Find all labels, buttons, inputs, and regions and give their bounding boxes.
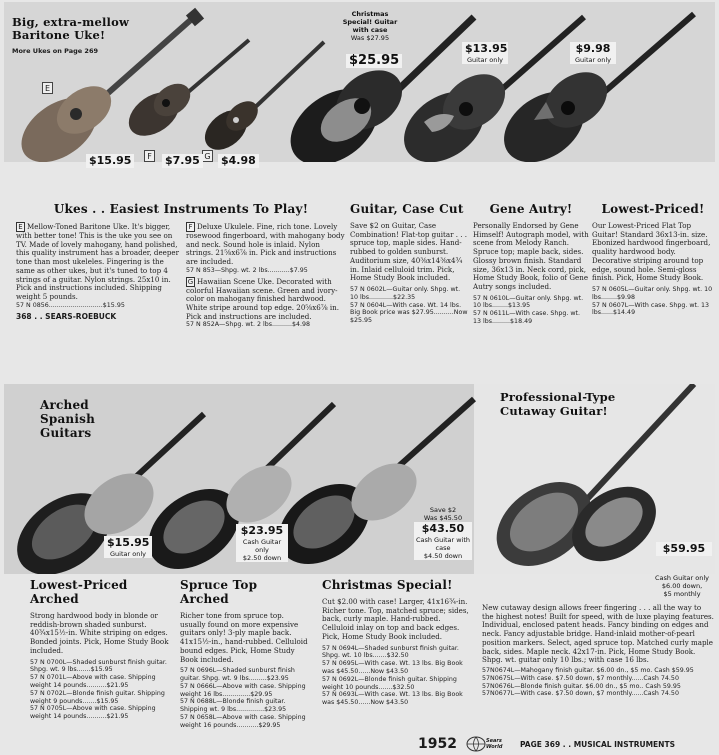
lpa-order-2: 57 N 0701L—Above with case. Shipping weight 14 pounds..........$21.95 (30, 674, 156, 689)
gene-autry-order-1: 57 N 0610L—Guitar only. Shpg. wt. 10 lbs........$13.95 (473, 294, 584, 310)
baritone-headline: Big, extra-mellow Baritone Uke! (12, 15, 130, 42)
ukes-section (16, 202, 346, 329)
autry-price-badge (462, 42, 508, 64)
sears-world-logo (464, 734, 508, 752)
arched-spanish-headline: Arched Spanish Guitars (40, 398, 95, 440)
save-2: Save $2 (429, 506, 457, 514)
cutaway-price-details (654, 574, 710, 598)
lpa-order-1: 57 N 0700L—Shaded sunburst finish guitar. Shpg. wt. 9 lbs.......$15.95 (30, 658, 167, 674)
gene-autry-section (473, 202, 589, 326)
down-450: $4.50 down (414, 552, 472, 560)
christmas-special-badge (340, 10, 400, 42)
guitar-only-a: Guitar only (104, 550, 152, 558)
was-price: Was $27.95 (350, 34, 390, 42)
christmas-special-title: Christmas Special! (322, 578, 453, 592)
footer-page-label: PAGE 369 . . MUSICAL INSTRUMENTS (520, 740, 675, 749)
more-ukes-subhead: More Ukes on Page 269 (12, 47, 99, 55)
photo-letter-e: E (42, 82, 53, 94)
guitar-only-label-1: Guitar only (462, 56, 508, 64)
case-cut-text: Save $2 on Guitar, Case Combination! Flat-top guitar . . . spruce top, maple sides. Hand-rubbed to golden sunburst. Auditorium size, 40⅜x14⅜x4¾ in. Inlaid celluloid trim. Pick, Home Study Book included. (350, 221, 468, 283)
christmas-order-2: 57 N 0695L—With case. Wt. 13 lbs. Big Book was $45.50......Now $43.50 (322, 660, 463, 675)
price-1595-badge (104, 536, 152, 558)
monthly-5: $5 monthly (663, 590, 701, 598)
ukes-title: Ukes . . Easiest Instruments To Play! (53, 202, 309, 216)
christmas-order-1: 57 N 0694L—Shaded sunburst finish guitar. Shpg. wt. 10 lbs.......$32.50 (322, 644, 459, 660)
spruce-top-text: Richer tone from spruce top. usually found on more expensive guitars only! 3-ply maple back. 41x15½-in., hand-rubbed. Celluloid bound edges. Pick, Home Study Book included. (180, 611, 308, 664)
lowest-priced-order-2: 57 N 0607L—With case. Shpg. wt. 13 lbs......$14.49 (592, 301, 709, 317)
gene-autry-text: Personally Endorsed by Gene Himself! Autograph model, with scene from Melody Ranch. Spruce top; maple back, sides. Glossy brown finish. Standard size, 36x13 in. Neck cord, pick, Home Study Book, folio of Gene Autry songs included. (473, 221, 589, 291)
cutaway-order-3: 57N0676L—Blonde finish guitar. $6.00 dn., $5 mo.. Cash 59.95 (482, 682, 681, 690)
ukes-col-left (16, 222, 180, 321)
price-hawaiian-uke: $4.98 (218, 154, 259, 168)
christmas-order-4: 57 N 0693L—With case. Wt. 13 lbs. Big Book was $45.50......Now $43.50 (322, 691, 463, 707)
letter-e: E (16, 222, 25, 232)
price-2395: $23.95 (236, 524, 288, 538)
hawaiian-order: 57 N 852A—Shpg. wt. 2 lbs..........$4.98 (186, 321, 311, 329)
was-4550: Was $45.50 (423, 514, 463, 522)
hawaiian-description (186, 277, 346, 322)
case-cut-title: Guitar, Case Cut (350, 202, 464, 216)
case-cut-order-1: 57 N 0602L—Guitar only. Shpg. wt. 10 lbs............$22.35 (350, 285, 461, 301)
hawaiian-text: Hawaiian Scene Uke. Decorated with colorful Hawaiian scene. Green and ivory-color on mahogany finished hardwood. White stripe around top edge. 20⅝x6⅞ in. Pick and instructions are included. (186, 276, 339, 321)
spruce-order-2: 57 N 0666L—Above with case. Shipping weight 16 lbs..............$29.95 (180, 682, 306, 698)
case-cut-section (350, 202, 470, 325)
lpa-order-3: 57 N 0702L—Blonde finish guitar. Shipping weight 9 pounds.......$15.95 (30, 689, 165, 705)
ukes-col-right (186, 222, 346, 329)
cash-guitar-only-2: Cash Guitar only (654, 574, 710, 582)
baritone-order: 57 N 0856...........................$15.95 (16, 301, 125, 309)
lpa-order-4: 57 N 0705L—Above with case. Shipping weight 14 pounds..........$21.95 (30, 705, 156, 721)
spruce-top-title: Spruce Top Arched (180, 578, 258, 606)
footer-year: 1952 (418, 736, 457, 752)
price-deluxe-uke: $7.95 (162, 154, 203, 168)
cutaway-order-2: 57N0675L—With case. $7.50 down, $7 monthly......Cash 74.50 (482, 674, 679, 682)
guitar-only-label-2: Guitar only (570, 56, 616, 64)
cash-guitar-only: Cash Guitar only (236, 538, 288, 554)
spruce-top-section (180, 578, 310, 730)
price-5995-badge (656, 542, 712, 556)
lowest-priced-arched-title: Lowest-Priced Arched (30, 578, 128, 606)
christmas-order-3: 57 N 0692L—Blonde finish guitar. Shipping weight 10 pounds.......$32.50 (322, 675, 457, 691)
spruce-order-4: 57 N 0658L—Above with case. Shipping weight 16 pounds...........$29.95 (180, 714, 306, 729)
deluxe-description (186, 222, 346, 267)
price-4350-badge (414, 506, 472, 560)
lowest-priced-arched-section (30, 578, 170, 721)
price-autry: $13.95 (462, 42, 508, 56)
photo-letter-g: G (202, 150, 213, 162)
spruce-order-3: 57 N 0688L—Blonde finish guitar. Shipping wt. 9 lbs..............$23.95 (180, 698, 287, 714)
price-4350: $43.50 (414, 522, 472, 536)
lowest-priced-order-1: 57 N 0605L—Guitar only. Shpg. wt. 10 lbs........$9.98 (592, 285, 713, 301)
price-baritone: $15.95 (86, 154, 134, 168)
lowest-priced-title: Lowest-Priced! (601, 202, 705, 216)
cash-guitar-with-case: Cash Guitar with case (415, 536, 471, 552)
baritone-description (16, 222, 180, 302)
price-2395-badge (236, 524, 288, 562)
spruce-order-1: 57 N 0696L—Shaded sunburst finish guitar. Shpg. wt. 9 lbs.........$23.95 (180, 667, 295, 683)
christmas-special-text: Cut $2.00 with case! Larger, 41x16¾-in. Richer tone. Top, matched spruce; sides, back, curly maple. Hand-rubbed. Celluloid inlay on top and back edges. Pick, Home Study Book included. (322, 597, 469, 641)
photo-letter-f: F (144, 150, 155, 162)
price-lowest: $9.98 (570, 42, 616, 56)
page-368-label: 368 . . SEARS-ROEBUCK (16, 312, 117, 322)
letter-g: G (187, 277, 194, 286)
bottom-catalog-panel (4, 384, 715, 574)
down-600: $6.00 down, (661, 582, 703, 590)
cutaway-section (482, 604, 714, 698)
lowest-price-badge (570, 42, 616, 64)
price-1595: $15.95 (104, 536, 152, 550)
lowest-priced-text: Our Lowest-Priced Flat Top Guitar! Standard 36x13-in. size. Ebonized hardwood fingerboard, quality hardwood body. Decorative striping around top edge, sound hole. Semi-gloss finish. Pick, Home Study Book. (592, 221, 711, 283)
cutaway-headline: Professional-Type Cutaway Guitar! (500, 390, 616, 418)
case-cut-order-2: 57 N 0604L—With case. Wt. 14 lbs. Big Book price was $27.95..........Now $25.95 (350, 301, 468, 325)
gene-autry-order-2: 57 N 0611L—With case. Shpg. wt. 13 lbs.........$18.49 (473, 310, 580, 326)
price-5995: $59.95 (656, 542, 712, 556)
christmas-special-text: Christmas Special! Guitar with case (342, 10, 398, 34)
gene-autry-title: Gene Autry! (489, 202, 573, 216)
letter-f: F (186, 222, 195, 232)
cutaway-order-1: 57N0674L—Mahogany finish guitar. $6.00 dn., $5 mo. Cash $59.95 (482, 666, 694, 674)
top-catalog-panel (4, 2, 715, 167)
deluxe-order: 57 N 853—Shpg. wt. 2 lbs...........$7.95 (186, 266, 308, 274)
baritone-text: Mellow-Toned Baritone Uke. It's bigger, with better tone! This is the uke you see on TV. Made of lovely mahogany, hand polished, this quality instrument has a broader, deeper tone than most ukeleles. Fingering is the same as other ukes, but it's tuned to top 4 strings of a guitar. Nylon strings. 25x10 in. Pick and instructions included. Shipping weight 5 pounds. (16, 222, 179, 301)
cutaway-text: New cutaway design allows freer fingering . . . all the way to the highest notes! Built for speed, with de luxe playing features. Individual, enclosed patent heads. Fancy binding on edges and neck. Fancy adjustable bridge. Hand-inlaid mother-of-pearl position markers. Select, aged spruce top. Matched curly maple back, sides. Maple neck. 42x17-in. Pick, Home Study Book. Shpg. wt. guitar only 10 lbs.; with case 16 lbs. (482, 603, 714, 665)
lowest-priced-section (592, 202, 714, 317)
deluxe-text: Deluxe Ukulele. Fine, rich tone. Lovely rosewood fingerboard, with mahogany body and neck. Sound hole is inlaid. Nylon strings. 21⅝x6⅞ in. Pick and instructions are included. (186, 222, 345, 267)
lowest-priced-arched-text: Strong hardwood body in blonde or reddish-brown shaded sunburst. 40¾x15½-in. White striping on edges. Bonded joints. Pick, Home Study Book included. (30, 611, 169, 655)
cutaway-order-4: 57N0677L—With case. $7.50 down, $7 monthly......Cash 74.50 (482, 690, 679, 698)
christmas-special-section (322, 578, 472, 707)
footer-logo-text: Sears World (486, 738, 503, 750)
down-250: $2.50 down (236, 554, 288, 562)
price-guitar-case: $25.95 (346, 54, 402, 68)
